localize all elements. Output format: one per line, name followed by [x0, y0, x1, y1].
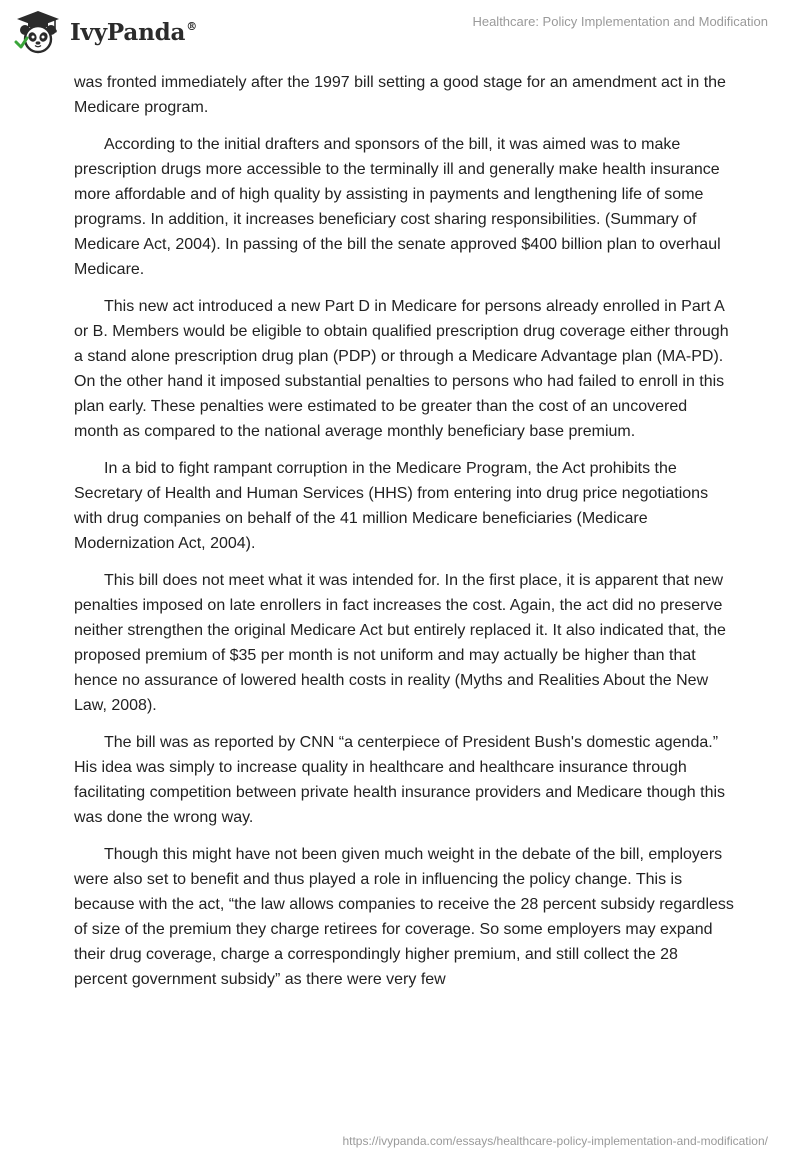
source-url[interactable]: https://ivypanda.com/essays/healthcare-policy-implementation-and-modification/: [342, 1134, 768, 1148]
paragraph: This new act introduced a new Part D in Medicare for persons already enrolled in Part A or B. Members would be eligible to obtain qualified prescription drug coverage either through a stand alone prescription drug plan (PDP) or through a Medicare Advantage plan (MA-PD). On the other hand it imposed substantial penalties to persons who had failed to enroll in this plan early. These penalties were estimated to be greater than the cost of an uncovered month as compared to the national average monthly beneficiary base premium.: [74, 298, 729, 440]
paragraph: was fronted immediately after the 1997 bill setting a good stage for an amendment act in the Medicare program.: [74, 74, 726, 116]
brand-name: IvyPanda®: [70, 18, 197, 46]
panda-graduate-icon: [14, 8, 62, 56]
essay-body: [74, 70, 734, 1004]
page-header: [0, 0, 800, 70]
ivypanda-logo[interactable]: [14, 8, 197, 56]
document-title: Healthcare: Policy Implementation and Modification: [472, 14, 768, 29]
paragraph: Though this might have not been given much weight in the debate of the bill, employers were also set to benefit and thus played a role in influencing the policy change. This is because with the act, “the law allows companies to receive the 28 percent subsidy regardless of size of the premium they charge retirees for coverage. So some employers may expand their drug coverage, charge a correspondingly higher premium, and still collect the 28 percent government subsidy” as there were very few: [74, 846, 734, 988]
registered-mark: ®: [186, 19, 197, 33]
paragraph: The bill was as reported by CNN “a centerpiece of President Bush's domestic agenda.” His idea was simply to increase quality in healthcare and healthcare insurance through facilitating competition between private health insurance providers and Medicare though this was done the wrong way.: [74, 734, 726, 826]
paragraph: In a bid to fight rampant corruption in the Medicare Program, the Act prohibits the Secretary of Health and Human Services (HHS) from entering into drug price negotiations with drug companies on behalf of the 41 million Medicare beneficiaries (Medicare Modernization Act, 2004).: [74, 460, 709, 552]
paragraph: This bill does not meet what it was intended for. In the first place, it is apparent that new penalties imposed on late enrollers in fact increases the cost. Again, the act did no preserve neither strengthen the original Medicare Act but entirely replaced it. It also indicated that, the proposed premium of $35 per month is not uniform and may actually be higher than that hence no assurance of lowered health costs in reality (Myths and Realities About the New Law, 2008).: [74, 572, 726, 714]
paragraph: According to the initial drafters and sponsors of the bill, it was aimed was to make prescription drugs more accessible to the terminally ill and generally make health insurance more affordable and of high quality by assisting in payments and lengthening life of some programs. In addition, it increases beneficiary cost sharing responsibilities. (Summary of Medicare Act, 2004). In passing of the bill the senate approved $400 billion plan to overhaul Medicare.: [74, 136, 721, 278]
